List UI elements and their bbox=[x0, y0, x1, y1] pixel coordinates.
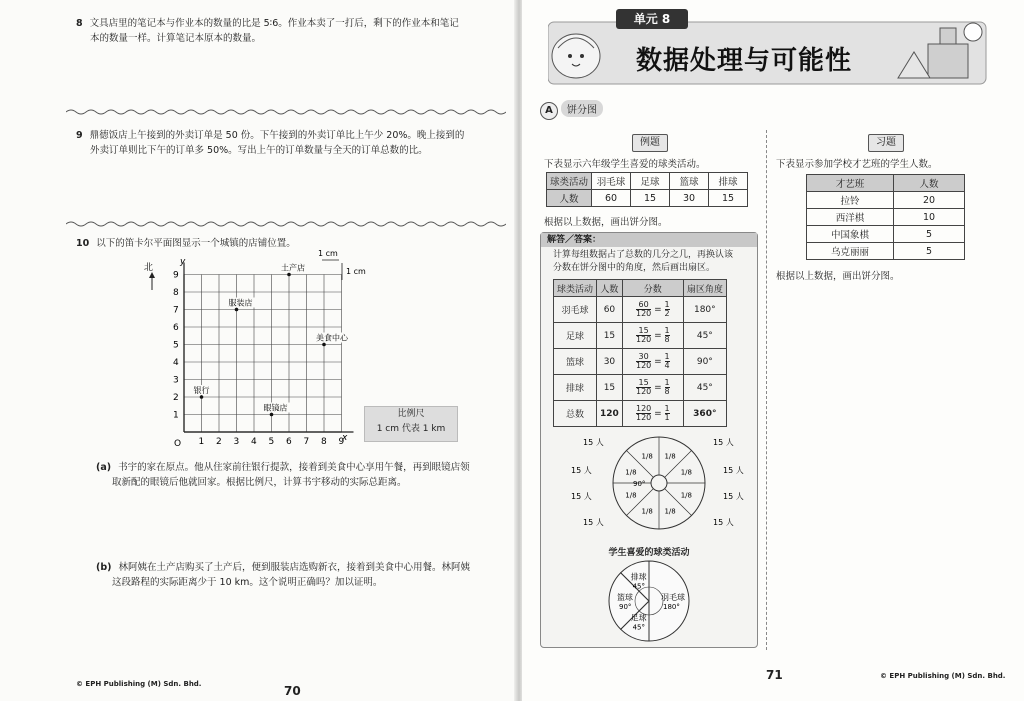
activity-cell: 排球 bbox=[554, 375, 597, 401]
activity-cell: 总数 bbox=[554, 401, 597, 427]
exercise-table bbox=[806, 174, 965, 260]
table-header: 人数 bbox=[597, 280, 623, 297]
x-tick-label: 3 bbox=[233, 437, 240, 447]
fraction-cell: $\frac{15}{120}$ = $\frac{1}{8}$ bbox=[622, 375, 683, 401]
table-cell: 15 bbox=[709, 190, 748, 207]
example-table bbox=[546, 172, 748, 207]
y-tick-label: 3 bbox=[173, 375, 179, 386]
fraction-cell: $\frac{60}{120}$ = $\frac{1}{2}$ bbox=[622, 297, 683, 323]
section-letter: A bbox=[540, 102, 558, 120]
x-tick-label: 1 bbox=[198, 437, 205, 447]
question-number: 10 bbox=[76, 238, 90, 249]
count-cell: 60 bbox=[597, 297, 623, 323]
unit-title: 数据处理与可能性 bbox=[636, 46, 853, 76]
page-number: 71 bbox=[766, 668, 783, 682]
subquestion-line2: 这段路程的实际距离少于 10 km。这个说明正确吗？加以证明。 bbox=[112, 577, 383, 588]
table-header-row bbox=[807, 175, 965, 192]
question-10b bbox=[96, 560, 510, 590]
x-axis-label: x bbox=[342, 433, 348, 443]
scale-value: 1 cm 代表 1 km bbox=[376, 424, 446, 434]
activity-cell: 足球 bbox=[554, 323, 597, 349]
example-instruction: 根据以上数据，画出饼分图。 bbox=[544, 217, 668, 228]
table-header-row bbox=[547, 173, 748, 190]
count-cell: 15 bbox=[597, 323, 623, 349]
table-header: 球类活动 bbox=[554, 280, 597, 297]
y-tick-label: 7 bbox=[173, 305, 179, 316]
pie-slice-angle: 45° bbox=[632, 582, 646, 591]
table-header: 篮球 bbox=[670, 173, 709, 190]
origin-label: O bbox=[174, 439, 182, 449]
table-row bbox=[554, 401, 727, 427]
activity-cell: 篮球 bbox=[554, 349, 597, 375]
fraction-simplified: $\frac{1}{8}$ bbox=[664, 326, 670, 344]
axis-ticks bbox=[173, 271, 345, 448]
question-text-line1: 鼎德饭店上午接到的外卖订单是 50 份。下午接到的外卖订单比上午少 20%。晚上接到的 bbox=[89, 130, 465, 141]
count-cell: 10 bbox=[894, 209, 965, 226]
table-cell: 15 bbox=[631, 190, 670, 207]
pie-slice-label: 羽毛球 bbox=[661, 593, 685, 602]
table-row bbox=[554, 297, 727, 323]
y-axis-label: y bbox=[180, 257, 186, 267]
count-cell: 5 bbox=[894, 226, 965, 243]
publisher-footer: © EPH Publishing (M) Sdn. Bhd. bbox=[880, 672, 1006, 680]
fraction: $\frac{30}{120}$ bbox=[635, 352, 652, 370]
cartesian-plane bbox=[140, 246, 370, 452]
subquestion-line2: 取新配的眼镜后他就回家。根据比例尺，计算书宇移动的实际总距离。 bbox=[112, 477, 407, 488]
count-cell: 20 bbox=[894, 192, 965, 209]
wavy-divider bbox=[66, 108, 506, 116]
place-marker bbox=[287, 273, 291, 277]
wheel-fraction-label: 1/8 bbox=[680, 491, 692, 500]
table-header: 分数 bbox=[622, 280, 683, 297]
fraction-simplified: $\frac{1}{8}$ bbox=[664, 378, 670, 396]
page-number: 70 bbox=[284, 684, 301, 698]
fraction-simplified: $\frac{1}{2}$ bbox=[664, 300, 670, 318]
wheel-fraction-label: 1/8 bbox=[664, 452, 676, 461]
wheel-count-label: 15 人 bbox=[571, 492, 592, 501]
wheel-fraction-label: 1/8 bbox=[625, 491, 637, 500]
place-marker bbox=[235, 308, 239, 312]
x-tick-label: 7 bbox=[303, 437, 310, 447]
fraction-cell: $\frac{30}{120}$ = $\frac{1}{4}$ bbox=[622, 349, 683, 375]
pie-slice-label: 篮球 bbox=[617, 593, 633, 602]
angle-cell: 90° bbox=[683, 349, 726, 375]
unit-label-vertical: 1 cm bbox=[346, 267, 366, 276]
table-row bbox=[807, 209, 965, 226]
row-label: 人数 bbox=[547, 190, 592, 207]
pie-slice-angle: 45° bbox=[632, 623, 646, 632]
publisher-footer: © EPH Publishing (M) Sdn. Bhd. bbox=[76, 680, 202, 688]
question-intro: 以下的笛卡尔平面图显示一个城镇的店铺位置。 bbox=[96, 238, 296, 249]
wheel-center bbox=[651, 475, 667, 491]
place-marker bbox=[322, 343, 326, 347]
angle-cell: 45° bbox=[683, 375, 726, 401]
class-cell: 西洋棋 bbox=[807, 209, 894, 226]
activity-cell: 羽毛球 bbox=[554, 297, 597, 323]
subquestion-label: (b) bbox=[96, 562, 112, 573]
table-header: 才艺班 bbox=[807, 175, 894, 192]
pie-slice-angle: 180° bbox=[663, 603, 680, 611]
wheel-count-label: 15 人 bbox=[723, 466, 744, 475]
question-text-line2: 本的数量一样。计算笔记本原本的数量。 bbox=[90, 33, 262, 44]
shell-mascot-icon bbox=[552, 34, 600, 78]
place-label: 土产店 bbox=[281, 263, 305, 273]
question-10a bbox=[96, 460, 510, 490]
count-cell: 30 bbox=[597, 349, 623, 375]
place-markers bbox=[192, 263, 351, 417]
wheel-fraction-label: 1/8 bbox=[625, 468, 637, 477]
exercise-intro: 下表显示参加学校才艺班的学生人数。 bbox=[776, 159, 938, 170]
exercise-tag: 习题 bbox=[868, 134, 904, 152]
fraction: $\frac{15}{120}$ bbox=[635, 326, 652, 344]
wheel-count-label: 15 人 bbox=[713, 438, 734, 447]
wheel-count-label: 15 人 bbox=[583, 438, 604, 447]
fraction-simplified: $\frac{1}{4}$ bbox=[664, 352, 670, 370]
wheel-fraction-label: 1/8 bbox=[641, 507, 653, 516]
count-cell: 15 bbox=[597, 375, 623, 401]
y-tick-label: 8 bbox=[173, 288, 179, 298]
x-tick-label: 5 bbox=[268, 437, 275, 447]
question-9 bbox=[76, 128, 508, 158]
table-header: 球类活动 bbox=[547, 173, 592, 190]
answer-header: 解答／答案： bbox=[541, 233, 757, 247]
table-cell: 60 bbox=[592, 190, 631, 207]
unit-label-horizontal: 1 cm bbox=[318, 249, 338, 258]
question-number: 8 bbox=[76, 18, 83, 29]
pie-slice-label: 足球 bbox=[630, 613, 647, 623]
place-label: 美食中心 bbox=[316, 333, 348, 343]
x-tick-label: 4 bbox=[251, 437, 257, 447]
table-header-row bbox=[554, 280, 727, 297]
class-cell: 中国象棋 bbox=[807, 226, 894, 243]
north-label: 北 bbox=[144, 263, 154, 273]
table-row bbox=[554, 349, 727, 375]
exercise-instruction: 根据以上数据，画出饼分图。 bbox=[776, 271, 900, 282]
y-tick-label: 4 bbox=[173, 358, 179, 368]
wheel-fraction-label: 1/8 bbox=[664, 507, 676, 516]
question-8 bbox=[76, 16, 508, 46]
angle-cell: 180° bbox=[683, 297, 726, 323]
table-header: 足球 bbox=[631, 173, 670, 190]
place-label: 服装店 bbox=[228, 298, 253, 308]
column-divider bbox=[766, 130, 767, 650]
y-tick-label: 1 bbox=[173, 410, 179, 421]
example-intro: 下表显示六年级学生喜爱的球类活动。 bbox=[544, 159, 706, 170]
table-header: 羽毛球 bbox=[592, 173, 631, 190]
fraction-simplified: $\frac{1}{1}$ bbox=[664, 404, 670, 422]
count-cell: 120 bbox=[597, 401, 623, 427]
answer-table bbox=[553, 279, 727, 427]
class-cell: 拉铃 bbox=[807, 192, 894, 209]
place-marker bbox=[270, 413, 274, 417]
y-tick-label: 5 bbox=[173, 340, 179, 351]
place-label: 眼镜店 bbox=[263, 403, 288, 413]
table-row bbox=[554, 323, 727, 349]
table-row bbox=[547, 190, 748, 207]
place-label: 银行 bbox=[193, 386, 210, 395]
table-header: 人数 bbox=[894, 175, 965, 192]
scale-title: 比例尺 bbox=[397, 409, 425, 419]
answer-explanation bbox=[553, 249, 733, 275]
wheel-count-label: 15 人 bbox=[571, 466, 592, 475]
fraction: $\frac{120}{120}$ bbox=[635, 404, 652, 422]
explanation-line1: 计算每组数据占了总数的几分之几，再换认该 bbox=[553, 250, 734, 260]
wheel-count-label: 15 人 bbox=[583, 518, 604, 527]
answer-box bbox=[540, 232, 758, 648]
fraction-cell: $\frac{120}{120}$ = $\frac{1}{1}$ bbox=[622, 401, 683, 427]
question-text-line2: 外卖订单则比下午的订单多 50%。写出上午的订单数量与全天的订单总数的比。 bbox=[90, 145, 428, 156]
pie-title: 学生喜爱的球类活动 bbox=[608, 548, 690, 558]
table-row bbox=[807, 243, 965, 260]
class-cell: 乌克丽丽 bbox=[807, 243, 894, 260]
wheel-fraction-label: 1/8 bbox=[641, 452, 653, 461]
table-row bbox=[554, 375, 727, 401]
wheel-angle-label: 90° bbox=[633, 480, 646, 488]
question-number: 9 bbox=[76, 130, 83, 141]
y-tick-label: 6 bbox=[173, 323, 179, 333]
angle-cell: 360° bbox=[683, 401, 726, 427]
table-row bbox=[807, 192, 965, 209]
x-tick-label: 9 bbox=[338, 437, 345, 447]
pie-slice-angle: 90° bbox=[619, 603, 632, 611]
section-name: 饼分图 bbox=[561, 100, 603, 117]
x-tick-label: 8 bbox=[321, 437, 327, 447]
scale-box bbox=[364, 406, 458, 442]
y-tick-label: 2 bbox=[173, 393, 179, 403]
subquestion-line1: 林阿姨在土产店购买了土产后，便到服装店选购新衣，接着到美食中心用餐。林阿姨 bbox=[118, 562, 471, 573]
subquestion-line1: 书宇的家在原点。他从住家前往银行提款，接着到美食中心享用午餐，再到眼镜店领 bbox=[118, 462, 470, 473]
example-tag: 例题 bbox=[632, 134, 668, 152]
table-cell: 30 bbox=[670, 190, 709, 207]
wheel-count-label: 15 人 bbox=[723, 492, 744, 501]
table-header: 排球 bbox=[709, 173, 748, 190]
fraction: $\frac{15}{120}$ bbox=[635, 378, 652, 396]
x-tick-label: 2 bbox=[216, 437, 222, 447]
wheel-fraction-label: 1/8 bbox=[680, 468, 692, 477]
section-header bbox=[540, 100, 603, 120]
wavy-divider bbox=[66, 220, 506, 228]
explanation-line2: 分数在饼分图中的角度，然后画出扇区。 bbox=[553, 263, 716, 273]
table-header: 扇区角度 bbox=[683, 280, 726, 297]
subquestion-label: (a) bbox=[96, 462, 112, 473]
unit-label: 单元 8 bbox=[616, 9, 688, 29]
y-tick-label: 9 bbox=[173, 270, 179, 281]
pie-slice-label: 排球 bbox=[630, 572, 647, 582]
sector-diagram bbox=[571, 433, 747, 533]
fraction: $\frac{60}{120}$ bbox=[635, 300, 652, 318]
x-tick-label: 6 bbox=[286, 437, 292, 447]
table-row bbox=[807, 226, 965, 243]
question-text-line1: 文具店里的笔记本与作业本的数量的比是 5∶6。作业本卖了一打后，剩下的作业本和笔记 bbox=[89, 18, 459, 29]
place-marker bbox=[200, 395, 204, 399]
pie-chart bbox=[591, 559, 707, 643]
fraction-cell: $\frac{15}{120}$ = $\frac{1}{8}$ bbox=[622, 323, 683, 349]
angle-cell: 45° bbox=[683, 323, 726, 349]
count-cell: 5 bbox=[894, 243, 965, 260]
wheel-count-label: 15 人 bbox=[713, 518, 734, 527]
